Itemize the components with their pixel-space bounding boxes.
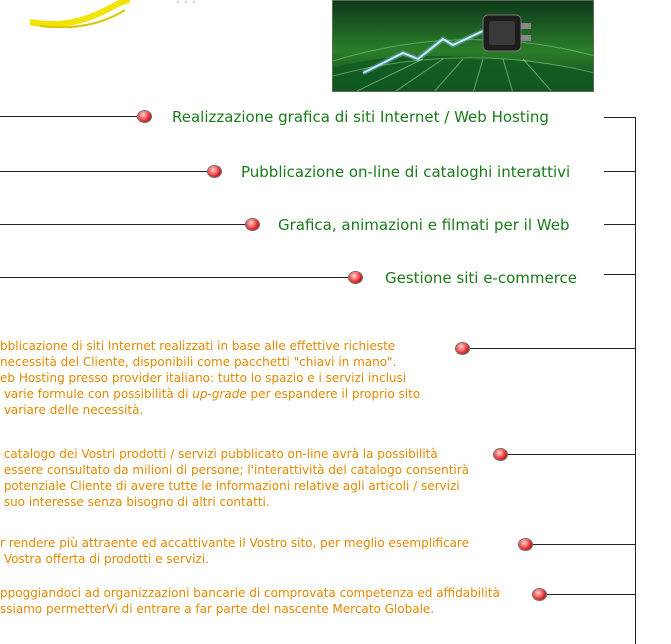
- service-row-ecommerce: [0, 268, 600, 288]
- service-link-ecommerce[interactable]: Gestione siti e-commerce: [385, 269, 578, 287]
- description-line: varie formule con possibilità di: [0, 387, 193, 401]
- description-line: catalogo dei Vostri prodotti / servizi pubblicato on-line avrà la possibilità: [0, 447, 438, 461]
- right-line-3: [604, 224, 636, 225]
- service-row-web-hosting: [0, 107, 600, 127]
- description-line: Vostra offerta di prodotti e servizi.: [0, 552, 209, 566]
- service-link-web-hosting[interactable]: Realizzazione grafica di siti Internet / Web Hosting: [172, 108, 549, 126]
- bullet-dot-icon: [456, 343, 469, 354]
- bullet-dot-icon: [208, 166, 221, 177]
- description-line: ppoggiandoci ad organizzazioni bancarie di comprovata competenza ed affidabilità: [0, 586, 500, 600]
- service-connector-line: [0, 171, 210, 172]
- description-line: essere consultato da milioni di persone; l'interattività del catalogo consentirà: [0, 463, 470, 477]
- description-cataloghi: [0, 446, 469, 510]
- bullet-dot-icon: [349, 272, 362, 283]
- service-connector-line: [0, 116, 140, 117]
- service-row-cataloghi: [0, 162, 600, 182]
- bullet-dot-icon: [138, 111, 151, 122]
- description-web-hosting: [0, 338, 420, 418]
- bullet-dot-icon: [533, 589, 546, 600]
- description-line: eb Hosting presso provider italiano: tutto lo spazio e i servizi inclusi: [0, 371, 407, 385]
- banner-image: [332, 0, 594, 92]
- description-ecommerce: [0, 585, 500, 617]
- description-line: bblicazione di siti Internet realizzati in base alle effettive richieste: [0, 339, 396, 353]
- service-link-grafica[interactable]: Grafica, animazioni e filmati per il Web: [278, 216, 570, 234]
- bullet-dot-icon: [519, 539, 532, 550]
- bullet-dot-icon: [494, 449, 507, 460]
- bullet-dot-icon: [246, 219, 259, 230]
- description-line: potenziale Cliente di avere tutte le informazioni relative agli articoli / servizi: [0, 479, 460, 493]
- right-line-1: [604, 117, 636, 118]
- description-grafica: [0, 535, 469, 567]
- service-row-grafica: [0, 215, 600, 235]
- description-line: r rendere più attraente ed accattivante il Vostro sito, per meglio esemplificare: [0, 536, 469, 550]
- service-connector-line: [0, 224, 248, 225]
- description-line: suo interesse senza bisogno di altri contatti.: [0, 495, 270, 509]
- logo-swoosh: [0, 0, 250, 28]
- description-line: per espandere il proprio sito: [246, 387, 421, 401]
- right-line-2: [604, 171, 636, 172]
- service-connector-line: [0, 277, 352, 278]
- description-line-emphasis: up-grade: [192, 387, 247, 401]
- right-vertical-line: [635, 118, 636, 644]
- description-line: necessità del Cliente, disponibili come pacchetti "chiavi in mano".: [0, 355, 397, 369]
- description-connector-3: [533, 544, 636, 545]
- service-link-cataloghi[interactable]: Pubblicazione on-line di cataloghi interattivi: [241, 163, 571, 181]
- description-connector-2: [508, 454, 636, 455]
- description-line: ssiamo permetterVi di entrare a far parte del nascente Mercato Globale.: [0, 602, 435, 616]
- description-connector-1: [470, 348, 636, 349]
- right-line-4: [604, 274, 636, 275]
- description-connector-4: [547, 594, 636, 595]
- description-line: variare delle necessità.: [0, 403, 144, 417]
